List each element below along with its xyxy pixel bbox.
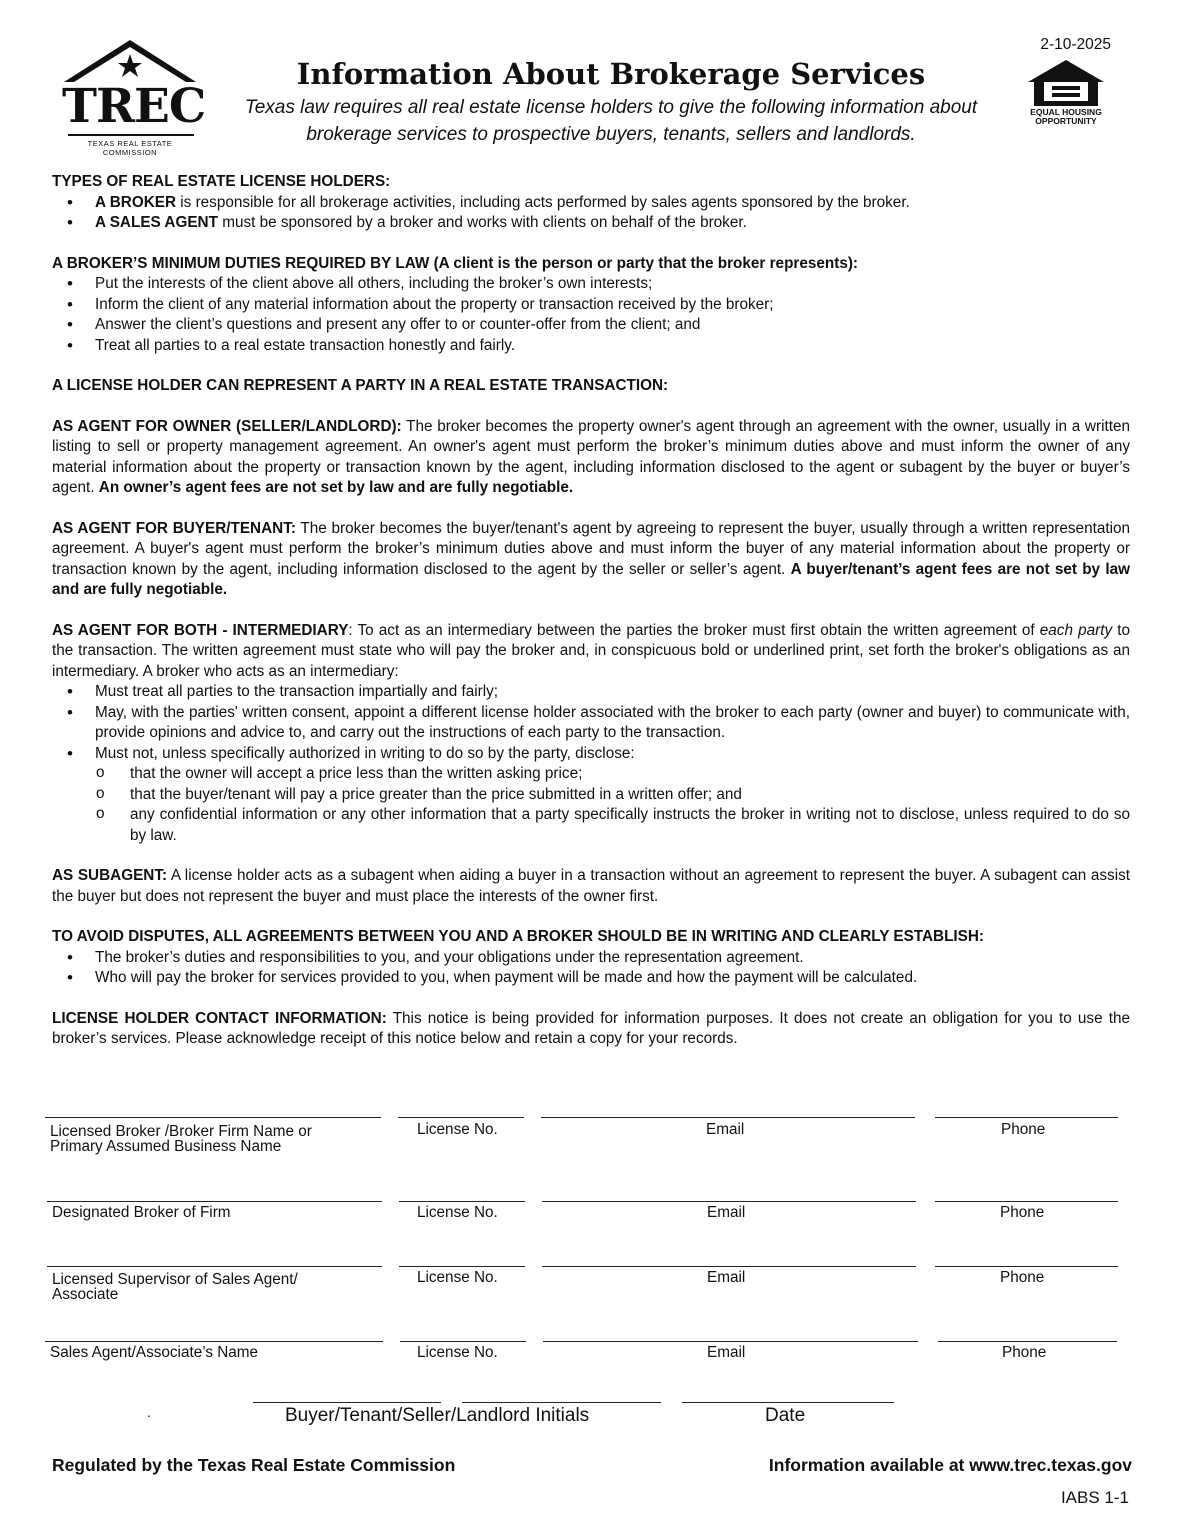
types-heading xyxy=(52,172,1130,193)
list-item: • May, with the parties' written consent, appoint a different license holder associated with the broker to each party (owner and buyer) to communicate with, provide opinions and advice to, and carry out the instructions of each party to the transaction. xyxy=(52,703,1130,744)
buyer-agent-label: AS AGENT FOR BUYER/TENANT: xyxy=(52,519,296,537)
logo-rule xyxy=(68,134,194,136)
list-item: • Who will pay the broker for services provided to you, when payment will be made and how the payment will be calculated. xyxy=(52,968,1130,989)
represent-heading-text: A LICENSE HOLDER CAN REPRESENT A PARTY IN A REAL ESTATE TRANSACTION: xyxy=(52,377,669,394)
equal-housing-icon xyxy=(1026,58,1106,108)
equal-housing-text xyxy=(1026,108,1106,126)
license-label: License No. xyxy=(417,1269,498,1286)
buyer-agent-paragraph xyxy=(52,519,1130,601)
sales-agent-text: must be sponsored by a broker and works with clients on behalf of the broker. xyxy=(217,214,747,231)
list-item-text: Must not, unless specifically authorized in writing to do so by the party, disclose: xyxy=(95,744,635,762)
license-line[interactable] xyxy=(399,1266,525,1267)
supervisor-label xyxy=(52,1272,298,1302)
phone-line[interactable] xyxy=(935,1117,1118,1118)
sales-agent-label: A SALES AGENT xyxy=(95,214,218,231)
initials-line[interactable] xyxy=(253,1402,441,1403)
equal-housing-logo xyxy=(1026,58,1106,130)
license-label: License No. xyxy=(417,1121,498,1138)
label-line-1: Designated Broker of Firm xyxy=(52,1204,231,1221)
email-line[interactable] xyxy=(541,1117,915,1118)
initials-label: Buyer/Tenant/Seller/Landlord Initials xyxy=(285,1405,590,1426)
email-label: Email xyxy=(707,1269,746,1286)
phone-label: Phone xyxy=(1002,1344,1047,1361)
page-subtitle xyxy=(222,94,1000,148)
email-label: Email xyxy=(707,1344,746,1361)
types-list xyxy=(52,193,1130,234)
disputes-list xyxy=(52,948,1130,989)
subagent-text: A license holder acts as a subagent when aiding a buyer in a transaction without an agreement to represent the buyer. A subagent can assist the buyer but does not represent the buyer and must place the interests of the owner first. xyxy=(52,867,1131,905)
label-line-1: Licensed Supervisor of Sales Agent/ xyxy=(52,1271,298,1288)
disputes-heading-text: TO AVOID DISPUTES, ALL AGREEMENTS BETWEEN YOU AND A BROKER SHOULD BE IN WRITING AND CLEARLY ESTABLISH: xyxy=(52,928,985,945)
sales-agent-name-label xyxy=(50,1345,258,1360)
owner-agent-label: AS AGENT FOR OWNER (SELLER/LANDLORD): xyxy=(52,417,402,435)
phone-label: Phone xyxy=(1000,1269,1045,1286)
form-number: IABS 1-1 xyxy=(1060,1488,1129,1507)
owner-agent-paragraph xyxy=(52,417,1130,499)
sub-list-item: o any confidential information or any other information that a party specifically instructs the broker in writing not to disclose, unless required to do so by law. xyxy=(52,805,1130,846)
document-body xyxy=(52,172,1130,1050)
license-line[interactable] xyxy=(400,1341,526,1342)
subagent-label: AS SUBAGENT: xyxy=(52,867,168,884)
trec-logo xyxy=(62,38,206,157)
date-line[interactable] xyxy=(682,1402,894,1403)
contact-paragraph xyxy=(52,1009,1130,1050)
represent-heading xyxy=(52,376,1130,397)
broker-text: is responsible for all brokerage activities, including acts performed by sales agents sponsored by the broker. xyxy=(176,193,910,211)
designated-broker-label xyxy=(52,1205,231,1220)
phone-label: Phone xyxy=(1001,1121,1046,1138)
buyer-agent-fees: A buyer/tenant’s agent fees are not set by law and are fully negotiable. xyxy=(52,560,1130,598)
list-item: • Must treat all parties to the transaction impartially and fairly; xyxy=(52,682,1130,703)
eho-line-2: OPPORTUNITY xyxy=(1035,116,1097,126)
supervisor-line[interactable] xyxy=(47,1266,382,1267)
phone-line[interactable] xyxy=(938,1341,1117,1342)
sub-list-item: o that the owner will accept a price less than the written asking price; xyxy=(52,764,1130,785)
list-item: • Put the interests of the client above all others, including the broker’s own interests; xyxy=(52,274,1130,295)
label-line-1: Sales Agent/Associate’s Name xyxy=(50,1344,259,1361)
license-line[interactable] xyxy=(398,1117,524,1118)
duties-list xyxy=(52,274,1130,356)
broker-name-line[interactable] xyxy=(45,1117,381,1118)
footer-website: Information available at www.trec.texas.gov xyxy=(768,1455,1132,1475)
phone-line[interactable] xyxy=(935,1266,1118,1267)
subtitle-line-2: brokerage services to prospective buyers, tenants, sellers and landlords. xyxy=(306,124,916,145)
logo-caption: TEXAS REAL ESTATE COMMISSION xyxy=(87,139,173,157)
email-line[interactable] xyxy=(542,1201,916,1202)
email-line[interactable] xyxy=(543,1341,918,1342)
intermediary-list xyxy=(52,682,1130,764)
disputes-heading xyxy=(52,927,1130,948)
license-label: License No. xyxy=(417,1344,498,1361)
list-item: • Treat all parties to a real estate transaction honestly and fairly. xyxy=(52,336,1130,357)
form-date: 2-10-2025 xyxy=(1040,36,1111,53)
broker-label: A BROKER xyxy=(95,193,177,211)
list-item: • Inform the client of any material information about the property or transaction received by the broker; xyxy=(52,295,1130,316)
phone-line[interactable] xyxy=(935,1201,1118,1202)
initials-line[interactable] xyxy=(462,1402,661,1403)
contact-label: LICENSE HOLDER CONTACT INFORMATION: xyxy=(52,1009,387,1027)
eho-line-1: EQUAL HOUSING xyxy=(1030,107,1102,117)
intermediary-text-b: to the transaction. The written agreement must state who will pay the broker and, in conspicuous bold or underlined print, set forth the broker's obligations as an intermediary. A broker who acts as an intermediary: xyxy=(52,621,1130,680)
email-label: Email xyxy=(706,1121,745,1138)
subtitle-line-1: Texas law requires all real estate license holders to give the following information about xyxy=(244,97,978,118)
footer-regulated: Regulated by the Texas Real Estate Commission xyxy=(52,1455,456,1475)
owner-agent-text: The broker becomes the property owner's agent through an agreement with the owner, usually in a written listing to sell or property management agreement. An owner's agent must perform the broker’s minimum duties above and must inform the owner of any material information about the property or transaction known by the agent, including information disclosed to the agent or subagent by the buyer or buyer’s agent. xyxy=(52,417,1130,496)
list-item xyxy=(52,193,1130,214)
date-label: Date xyxy=(765,1405,806,1426)
designated-broker-line[interactable] xyxy=(47,1201,382,1202)
duties-heading xyxy=(52,254,1130,275)
intermediary-paragraph xyxy=(52,621,1130,683)
list-item: • The broker’s duties and responsibilities to you, and your obligations under the representation agreement. xyxy=(52,948,1130,969)
label-line-2: Associate xyxy=(52,1286,119,1303)
duties-heading-text: A BROKER’S MINIMUM DUTIES REQUIRED BY LAW (A client is the person or party that the broker represents): xyxy=(52,254,859,272)
label-line-2: Primary Assumed Business Name xyxy=(50,1138,282,1155)
broker-name-label xyxy=(50,1124,312,1154)
intermediary-label: AS AGENT FOR BOTH - INTERMEDIARY xyxy=(52,621,349,639)
email-label: Email xyxy=(707,1204,746,1221)
email-line[interactable] xyxy=(542,1266,916,1267)
types-heading-text: TYPES OF REAL ESTATE LICENSE HOLDERS: xyxy=(52,173,391,190)
phone-label: Phone xyxy=(1000,1204,1045,1221)
label-line-1: Licensed Broker /Broker Firm Name or xyxy=(50,1123,312,1140)
intermediary-text-a: : To act as an intermediary between the parties the broker must first obtain the written agreement of xyxy=(348,621,1040,639)
subagent-paragraph xyxy=(52,866,1130,907)
stray-dot: . xyxy=(147,1404,151,1420)
intermediary-sublist xyxy=(52,764,1130,846)
sub-list-item: o that the buyer/tenant will pay a price greater than the price submitted in a written offer; and xyxy=(52,785,1130,806)
intermediary-italic: each party xyxy=(1039,621,1113,639)
list-item: • Answer the client’s questions and present any offer to or counter-offer from the client; and xyxy=(52,315,1130,336)
license-label: License No. xyxy=(417,1204,498,1221)
license-line[interactable] xyxy=(399,1201,525,1202)
owner-agent-fees: An owner’s agent fees are not set by law and are fully negotiable. xyxy=(98,479,574,496)
list-item xyxy=(52,213,1130,234)
contact-text: This notice is being provided for information purposes. It does not create an obligation for you to use the broker’s services. Please acknowledge receipt of this notice below and retain a copy for your records. xyxy=(52,1009,1130,1047)
buyer-agent-text: The broker becomes the buyer/tenant's agent by agreeing to represent the buyer, usually through a written representation agreement. A buyer's agent must perform the broker’s minimum duties above and must inform the buyer of any material information about the property or transaction known by the agent, including information disclosed to the agent by the seller or seller’s agent. xyxy=(52,519,1130,578)
logo-text: TREC xyxy=(62,79,206,134)
page-title: Information About Brokerage Services xyxy=(296,57,926,91)
sales-agent-name-line[interactable] xyxy=(45,1341,383,1342)
list-item xyxy=(52,744,1130,765)
